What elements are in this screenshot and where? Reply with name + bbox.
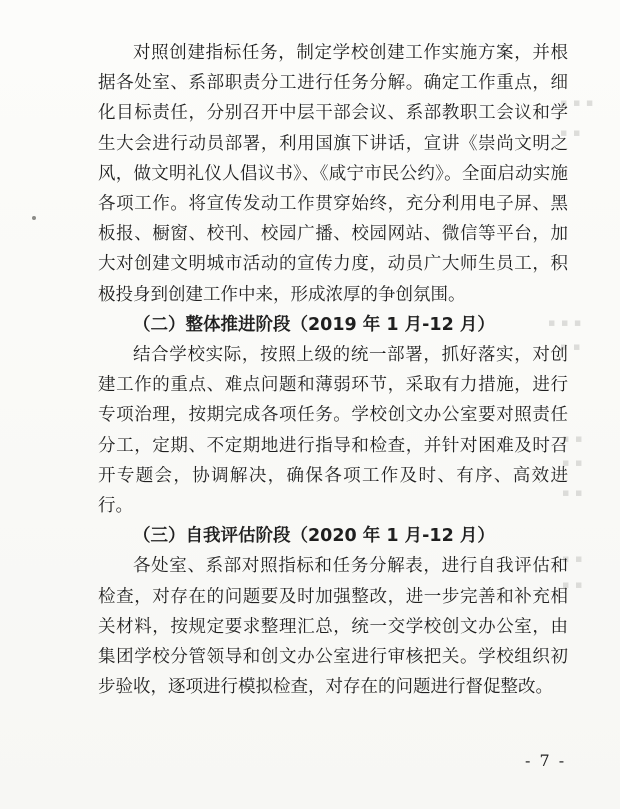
bleed-through-mark: ▪ ▪: [562, 552, 584, 565]
document-body: [98, 38, 568, 702]
paragraph-self-assessment: 各处室、系部对照指标和任务分解表，进行自我评估和检查，对存在的问题要及时加强整改，进一步完善和补充相关材料，按规定要求整理汇总，统一交学校创文办公室，由集团学校分管领导和创文办公室进行审核把关。学校组织初步验收，逐项进行模拟检查，对存在的问题进行督促整改。: [98, 556, 568, 698]
bleed-through-mark: ▪ ▪ ▪: [560, 96, 595, 109]
bleed-through-mark: ▪ ▪: [560, 340, 582, 353]
bleed-through-mark: ▪ ▪ ▪: [548, 316, 583, 329]
section-heading-self-assessment: （三）自我评估阶段（2020 年 1 月-12 月）: [133, 526, 495, 547]
scan-speck: [32, 216, 36, 220]
bleed-through-mark: ▪ ▪: [562, 578, 584, 591]
bleed-through-mark: ▪ ▪: [562, 432, 584, 445]
bleed-through-mark: ▪ ▪: [560, 126, 582, 139]
page-number: - 7 -: [525, 751, 567, 770]
paragraph-preparation-stage: 对照创建指标任务，制定学校创建工作实施方案，并根据各处室、系部职责分工进行任务分解。确定工作重点，细化目标责任，分别召开中层干部会议、系部教职工会议和学生大会进行动员部署，利用国旗下讲话，宣讲《崇尚文明之风，做文明礼仪人倡议书》、《咸宁市民公约》。全面启动实施各项工作。将宣传发动工作贯穿始终，充分利用电子屏、黑板报、橱窗、校刊、校园广播、校园网站、微信等平台，加大对创建文明城市活动的宣传力度，动员广大师生员工，积极投身到创建工作中来，形成浓厚的争创氛围。: [98, 43, 568, 305]
bleed-through-mark: ▪ ▪: [562, 486, 584, 499]
paragraph-overall-advancement: 结合学校实际，按照上级的统一部署，抓好落实，对创建工作的重点、难点问题和薄弱环节，采取有力措施，进行专项治理，按期完成各项任务。学校创文办公室要对照责任分工，定期、不定期地进行指导和检查，并针对困难及时召开专题会，协调解决，确保各项工作及时、有序、高效进行。: [98, 345, 568, 517]
bleed-through-mark: ▪ ▪: [562, 456, 584, 469]
section-heading-overall-advancement: （二）整体推进阶段（2019 年 1 月-12 月）: [133, 314, 495, 335]
